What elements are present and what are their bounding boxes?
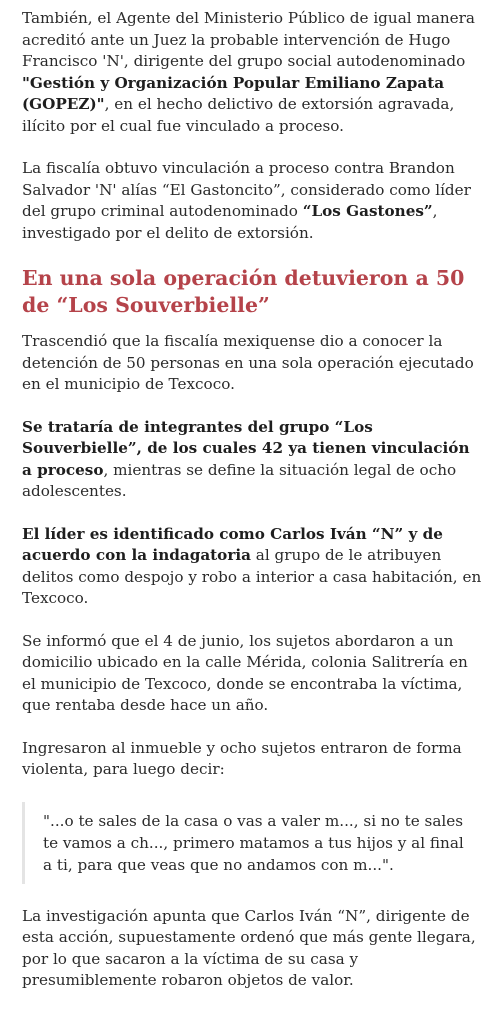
paragraph-brandon-salvador <box>22 158 483 244</box>
section-heading: En una sola operación detuvieron a 50 de “Los Souverbielle” <box>22 266 465 317</box>
paragraph-text: También, el Agente del Ministerio Público de igual manera acreditó ante un Juez la probable intervención de Hugo Francisco 'N', dirigente del grupo social autodenominado <box>22 9 475 70</box>
paragraph-bold-text: “Los Gastones” <box>302 202 433 220</box>
paragraph-bold-text: "Gestión y Organización Popular Emiliano Zapata (GOPEZ)" <box>22 73 445 113</box>
paragraph-integrantes <box>22 417 483 503</box>
paragraph-hugo-francisco <box>22 8 483 137</box>
paragraph-investigacion: La investigación apunta que Carlos Iván “N”, dirigente de esta acción, supuestamente ordenó que más gente llegara, por lo que sacaron a la víctima de su casa y presumiblemente robaron objetos de valor. <box>22 906 476 989</box>
paragraph-lider <box>22 524 483 610</box>
paragraph-bold-text: Se trataría de integrantes del grupo “Los Souverbielle”, de los cuales 42 ya tienen vinculación a proceso <box>22 417 470 479</box>
paragraph-text: al grupo de le atribuyen delitos como despojo y robo a interior a casa habitación, en Texcoco. <box>22 546 482 607</box>
paragraph-bold-text: El líder es identificado como Carlos Iván “N” y de acuerdo con la indagatoria <box>22 524 443 564</box>
paragraph-4-junio: Se informó que el 4 de junio, los sujetos abordaron a un domicilio ubicado en la calle Mérida, colonia Salitrería en el municipio de Texcoco, donde se encontraba la víctima, que rentaba desde hace un año. <box>22 631 468 714</box>
paragraph-text: La fiscalía obtuvo vinculación a proceso contra Brandon Salvador 'N' alías “El Gastoncito”, considerado como líder del grupo criminal autodenominado <box>22 159 471 220</box>
paragraph-text: , investigado por el delito de extorsión. <box>22 202 438 242</box>
paragraph-ingresaron: Ingresaron al inmueble y ocho sujetos entraron de forma violenta, para luego decir: <box>22 738 462 778</box>
blockquote: "...o te sales de la casa o vas a valer m..., si no te sales te vamos a ch..., primero matamos a tus hijos y al final a ti, para que veas que no andamos con m...". <box>22 802 483 884</box>
paragraph-detencion: Trascendió que la fiscalía mexiquense dio a conocer la detención de 50 personas en una sola operación ejecutado en el municipio de Texcoco. <box>22 332 474 393</box>
paragraph-text: , en el hecho delictivo de extorsión agravada, ilícito por el cual fue vinculado a proceso. <box>22 95 455 135</box>
paragraph-text: , mientras se define la situación legal de ocho adolescentes. <box>22 460 457 500</box>
